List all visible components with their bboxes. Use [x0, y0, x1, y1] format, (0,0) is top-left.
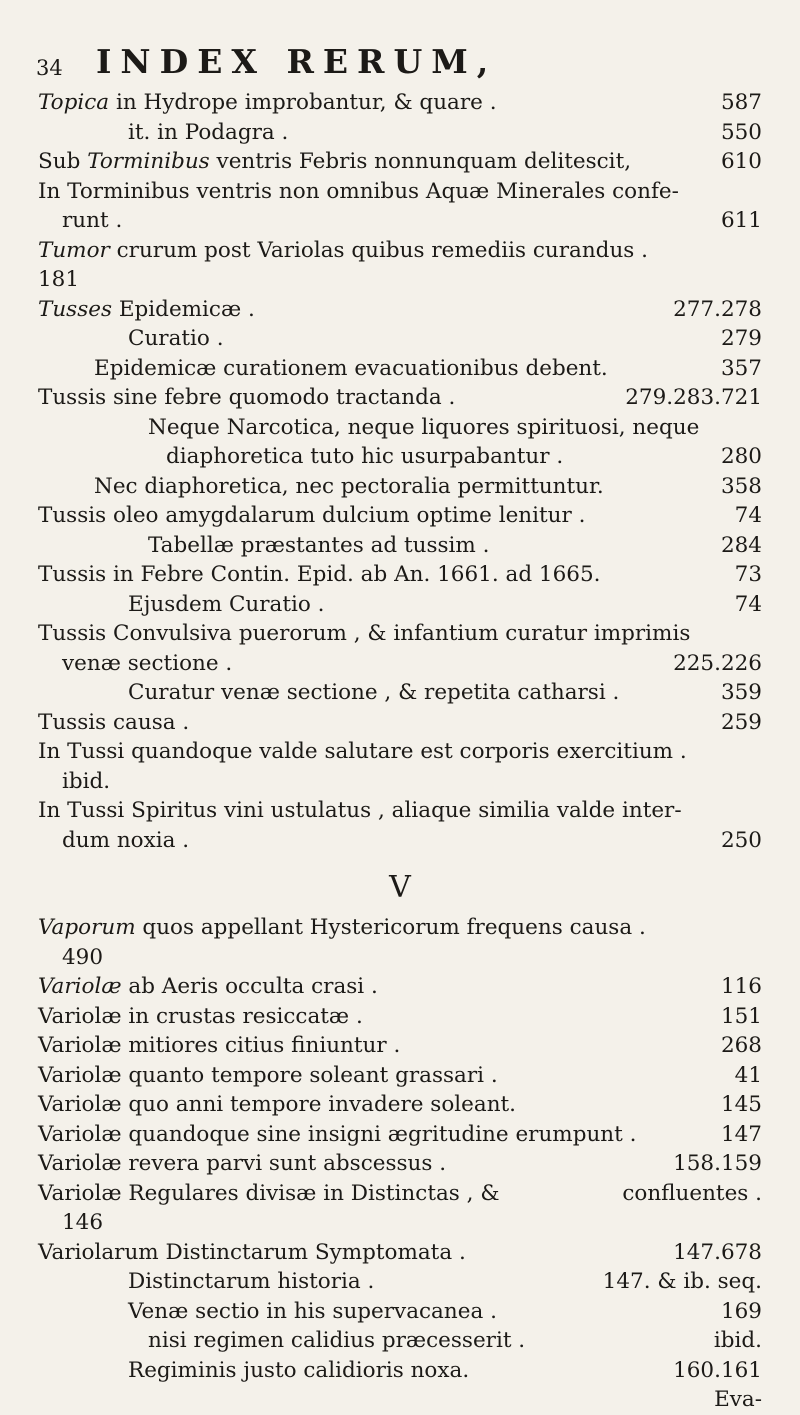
entry-text: [128, 118, 288, 148]
index-entry: [38, 206, 762, 236]
entry-text: [38, 265, 79, 295]
entry-text: [38, 913, 646, 943]
entry-page-ref: 587: [720, 90, 762, 115]
entry-text: [62, 943, 103, 973]
entry-text: [38, 1120, 636, 1150]
entry-body: Ejusdem Curatio .: [128, 591, 325, 617]
index-entry: [38, 619, 762, 649]
entry-text: [38, 619, 690, 649]
entry-page-ref: 611: [720, 208, 762, 233]
entry-page-ref: 74: [734, 503, 762, 528]
index-entry: [38, 796, 762, 826]
entry-text: [38, 708, 189, 738]
entry-body: nisi regimen calidius præcesserit .: [148, 1328, 526, 1353]
entry-body: Variolæ in crustas resiccatæ .: [38, 1003, 363, 1029]
index-entry: [38, 472, 762, 502]
entry-body: Epidemicæ .: [112, 296, 255, 322]
entry-page-ref: 73: [734, 562, 762, 587]
entry-text: [128, 324, 224, 354]
entry-body: Neque Narcotica, neque liquores spirituosi, neque: [148, 414, 700, 440]
entry-text: [38, 295, 255, 325]
index-entry: [38, 678, 762, 708]
entry-body: 146: [62, 1210, 104, 1235]
entry-text: [38, 383, 455, 413]
entry-body: Curatio .: [128, 326, 224, 351]
entry-body: venæ sectione .: [62, 650, 233, 676]
entry-page-ref: 147. & ib. seq.: [602, 1269, 762, 1294]
index-entry: [38, 501, 762, 531]
entry-text: [38, 972, 378, 1002]
index-entry: [38, 88, 762, 118]
entry-body: In Torminibus ventris non omnibus Aquæ Minerales confe-: [38, 178, 679, 204]
entry-page-ref: 280: [720, 444, 762, 469]
entry-page-ref: 147: [720, 1121, 762, 1147]
index-entries: [38, 88, 762, 1415]
index-entry: [38, 1002, 762, 1032]
entry-text: [62, 826, 189, 856]
entry-text: [38, 737, 687, 767]
entry-text: [62, 767, 110, 797]
index-entry: [38, 1120, 762, 1150]
entry-text: [128, 1297, 497, 1327]
entry-body: In Tussi Spiritus vini ustulatus , aliaque similia valde inter-: [38, 798, 682, 823]
entry-text: [38, 1061, 498, 1091]
entry-keyword: Variolæ: [38, 974, 122, 999]
entry-text: [148, 1326, 525, 1356]
index-entry: [38, 913, 762, 943]
entry-text: [38, 1090, 516, 1120]
entry-text: [128, 1267, 374, 1297]
index-entry: [38, 265, 762, 295]
entry-body: Variolæ quo anni tempore invadere soleant.: [38, 1092, 517, 1117]
index-entry: [38, 590, 762, 620]
index-entry: [38, 1090, 762, 1120]
entry-keyword: Torminibus: [87, 149, 210, 174]
entry-page-ref: 74: [734, 591, 762, 617]
index-entry: [38, 118, 762, 148]
entry-text: [62, 1208, 103, 1238]
entry-body: Tabellæ præstantes ad tussim .: [148, 532, 490, 558]
running-title: INDEX RERUM,: [96, 42, 498, 81]
index-entry: [38, 147, 762, 177]
entry-page-ref: ibid.: [713, 1328, 762, 1353]
index-entry: [38, 1149, 762, 1179]
entry-text: [166, 442, 563, 472]
index-entry: [38, 972, 762, 1002]
entry-body: 490: [62, 944, 104, 970]
entry-body: quos appellant Hystericorum frequens causa .: [135, 915, 646, 940]
entry-text: [148, 531, 490, 561]
entry-body: runt .: [62, 208, 123, 233]
index-entry: [38, 767, 762, 797]
entry-page-ref: confluentes .: [622, 1180, 762, 1206]
entry-text: [128, 1356, 469, 1386]
entry-page-ref: 147.678: [673, 1239, 762, 1265]
index-entry: [38, 708, 762, 738]
index-entry: [38, 1238, 762, 1268]
entry-page-ref: 158.159: [673, 1151, 762, 1176]
entry-text: [128, 678, 619, 708]
entry-text: [38, 177, 679, 207]
entry-body: ibid.: [62, 768, 111, 794]
entry-body: Distinctarum historia .: [128, 1269, 375, 1294]
index-entry: [38, 649, 762, 679]
entry-page-ref: 169: [720, 1298, 762, 1324]
entry-page-ref: 41: [734, 1062, 762, 1088]
entry-text: [38, 1002, 363, 1032]
entry-keyword: Topica: [38, 90, 110, 115]
entry-text: [128, 590, 324, 620]
entry-body: Variolæ quanto tempore soleant grassari .: [38, 1062, 498, 1088]
entry-body: Regiminis justo calidioris noxa.: [128, 1357, 470, 1383]
index-entry: [38, 1031, 762, 1061]
entry-page-ref: 279: [720, 326, 762, 351]
entry-page-ref: 116: [720, 974, 762, 999]
entry-text: [38, 88, 497, 118]
entry-body: in Hydrope improbantur, & quare .: [109, 90, 497, 115]
entry-keyword: Vaporum: [38, 915, 136, 940]
entry-body: Tussis oleo amygdalarum dulcium optime lenitur .: [38, 503, 586, 528]
entry-page-ref: 358: [720, 473, 762, 499]
entry-body: Tussis sine febre quomodo tractanda .: [38, 385, 456, 410]
entry-body: ab Aeris occulta crasi .: [121, 974, 378, 999]
entry-keyword: Tumor: [38, 237, 110, 263]
entry-text: [62, 649, 232, 679]
index-entry: [38, 383, 762, 413]
index-entry: [38, 1297, 762, 1327]
entry-prefix: Sub: [38, 149, 88, 174]
entry-body: Variolæ revera parvi sunt abscessus .: [38, 1151, 447, 1176]
index-entry: [38, 1208, 762, 1238]
index-entry: [38, 354, 762, 384]
entry-page-ref: 250: [720, 827, 762, 853]
entry-text: [38, 1031, 400, 1061]
index-entry: [38, 1385, 762, 1415]
entry-body: Curatur venæ sectione , & repetita catharsi .: [128, 680, 620, 705]
entry-body: ventris Febris nonnunquam delitescit,: [209, 149, 632, 174]
entry-text: [94, 354, 608, 384]
index-entry: [38, 177, 762, 207]
entry-body: Variolæ mitiores citius finiuntur .: [38, 1033, 401, 1058]
entry-body: diaphoretica tuto hic usurpabantur .: [166, 444, 564, 469]
index-entry: [38, 531, 762, 561]
entry-page-ref: 277.278: [673, 296, 762, 322]
page-number: 34: [36, 56, 63, 80]
entry-page-ref: 279.283.721: [625, 385, 762, 410]
entry-page-ref: 160.161: [673, 1357, 762, 1383]
entry-text: [38, 560, 600, 590]
entry-page-ref: 225.226: [673, 650, 762, 676]
entry-body: Venæ sectio in his supervacanea .: [128, 1298, 497, 1324]
entry-text: [38, 1179, 499, 1209]
index-entry: [38, 1356, 762, 1386]
entry-body: Variolæ quandoque sine insigni ægritudine erumpunt .: [38, 1121, 637, 1147]
entry-body: Variolæ Regulares divisæ in Distinctas , &: [38, 1180, 500, 1206]
entry-text: [38, 796, 682, 826]
entry-body: Nec diaphoretica, nec pectoralia permittuntur.: [94, 473, 604, 499]
entry-body: crurum post Variolas quibus remediis curandus .: [109, 237, 648, 263]
entry-body: dum noxia .: [62, 827, 190, 853]
index-entry: [38, 1267, 762, 1297]
index-entry: [38, 295, 762, 325]
page-header: [36, 42, 764, 82]
entry-page-ref: 259: [720, 709, 762, 735]
entry-body: In Tussi quandoque valde salutare est corporis exercitium .: [38, 739, 687, 764]
index-entry: [38, 737, 762, 767]
entry-text: [148, 413, 699, 443]
index-entry: [38, 560, 762, 590]
entry-text: [38, 1238, 466, 1268]
entry-page-ref: 268: [720, 1033, 762, 1058]
entry-text: [38, 147, 631, 177]
section-letter: V: [389, 870, 411, 905]
entry-page-ref: 357: [720, 355, 762, 381]
entry-text: [38, 236, 648, 266]
entry-keyword: Tusses: [38, 296, 113, 322]
entry-body: it. in Podagra .: [128, 119, 289, 145]
entry-text: [94, 472, 604, 502]
entry-text: [62, 206, 122, 236]
entry-page-ref: 359: [720, 680, 762, 705]
entry-body: Tussis Convulsiva puerorum , & infantium curatur imprimis: [38, 621, 691, 646]
entry-page-ref: Eva-: [714, 1387, 762, 1412]
entry-page-ref: 550: [720, 119, 762, 145]
index-entry: [38, 236, 762, 266]
entry-page-ref: 145: [720, 1092, 762, 1117]
index-entry: [38, 826, 762, 856]
entry-text: [38, 501, 585, 531]
entry-body: Variolarum Distinctarum Symptomata .: [38, 1239, 466, 1265]
entry-body: Epidemicæ curationem evacuationibus debent.: [94, 355, 608, 381]
entry-text: [38, 1149, 446, 1179]
entry-page-ref: 284: [720, 532, 762, 558]
index-entry: [38, 943, 762, 973]
entry-body: Tussis in Febre Contin. Epid. ab An. 1661. ad 1665.: [38, 562, 601, 587]
entry-page-ref: 151: [720, 1003, 762, 1029]
entry-body: Tussis causa .: [38, 709, 190, 735]
index-entry: [38, 1061, 762, 1091]
index-entry: [38, 324, 762, 354]
entry-page-ref: 610: [720, 149, 762, 174]
entry-body: 181: [38, 267, 80, 292]
index-entry: [38, 413, 762, 443]
index-entry: [38, 442, 762, 472]
index-entry: [38, 1326, 762, 1356]
index-entry: [38, 1179, 762, 1209]
